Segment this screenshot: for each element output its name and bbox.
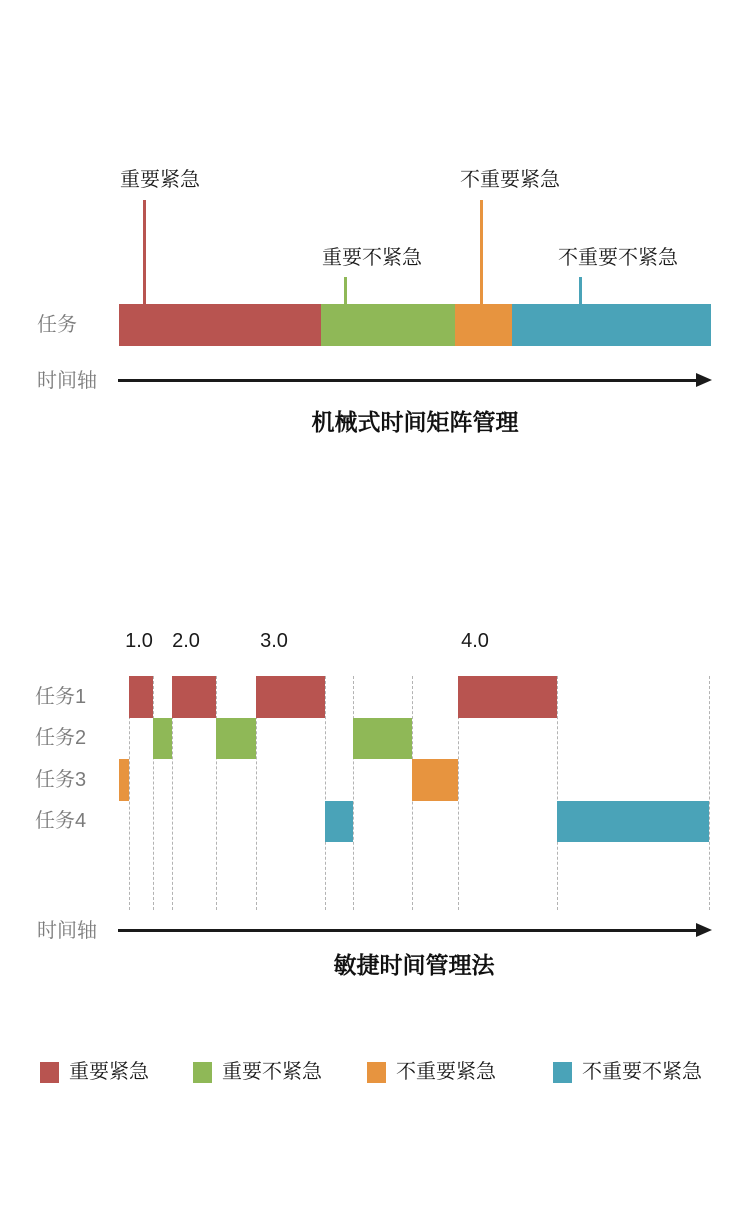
matrix-segment-important_not_urgent	[321, 304, 455, 346]
matrix-callout-label-3: 不重要不紧急	[558, 247, 678, 269]
top-timeline-axis-label: 时间轴	[37, 370, 97, 392]
legend-item-1	[193, 1060, 322, 1084]
gantt-bar-important_urgent	[458, 676, 557, 718]
legend-label-2: 不重要紧急	[396, 1061, 496, 1083]
matrix-callout-label-0: 重要紧急	[120, 169, 200, 191]
legend-item-0	[40, 1060, 149, 1084]
matrix-callout-label-1: 重要不紧急	[322, 247, 422, 269]
gantt-bar-important_not_urgent	[353, 718, 412, 760]
bottom-timeline-arrowhead-icon	[696, 923, 712, 937]
agile-row-label-2: 任务2	[35, 727, 87, 750]
legend-swatch-not_important_not_urgent	[553, 1062, 572, 1083]
matrix-callout-label-2: 不重要紧急	[460, 169, 560, 191]
matrix-callout-line-1	[344, 277, 347, 304]
sprint-label-4.0: 4.0	[461, 630, 489, 652]
gantt-bar-important_urgent	[256, 676, 325, 718]
gantt-bar-important_not_urgent	[153, 718, 172, 760]
matrix-segment-important_urgent	[119, 304, 321, 346]
gridline-1	[153, 676, 154, 910]
sprint-label-2.0: 2.0	[172, 630, 200, 652]
legend-swatch-important_not_urgent	[193, 1062, 212, 1083]
top-timeline-axis-line	[118, 379, 696, 382]
matrix-segment-not_important_urgent	[455, 304, 512, 346]
legend-swatch-important_urgent	[40, 1062, 59, 1083]
matrix-callout-line-2	[480, 200, 483, 304]
agile-chart-title: 敏捷时间管理法	[333, 952, 495, 978]
bottom-timeline-axis-line	[118, 929, 696, 932]
gantt-bar-important_not_urgent	[216, 718, 256, 760]
gantt-bar-not_important_not_urgent	[557, 801, 709, 843]
sprint-label-3.0: 3.0	[260, 630, 288, 652]
matrix-segment-not_important_not_urgent	[512, 304, 711, 346]
gridline-3	[216, 676, 217, 910]
gantt-bar-not_important_urgent	[412, 759, 458, 801]
top-timeline-arrowhead-icon	[696, 373, 712, 387]
legend-swatch-not_important_urgent	[367, 1062, 386, 1083]
matrix-chart-title: 机械式时间矩阵管理	[311, 409, 519, 435]
gantt-bar-important_urgent	[129, 676, 153, 718]
agile-row-label-3: 任务3	[35, 768, 87, 791]
gridline-9	[557, 676, 558, 910]
gantt-bar-not_important_not_urgent	[325, 801, 353, 843]
agile-row-label-4: 任务4	[35, 810, 87, 833]
matrix-stacked-bar	[119, 304, 711, 346]
gantt-bar-important_urgent	[172, 676, 216, 718]
legend-item-2	[367, 1060, 496, 1084]
gantt-bar-not_important_urgent	[119, 759, 129, 801]
sprint-label-1.0: 1.0	[125, 630, 153, 652]
gridline-10	[709, 676, 710, 910]
legend-label-3: 不重要不紧急	[582, 1061, 702, 1083]
gridline-6	[353, 676, 354, 910]
matrix-callout-line-3	[579, 277, 582, 304]
matrix-callout-line-0	[143, 200, 146, 304]
legend-item-3	[553, 1060, 702, 1084]
matrix-row-label: 任务	[37, 314, 77, 336]
legend-label-0: 重要紧急	[69, 1061, 149, 1083]
bottom-timeline-axis-label: 时间轴	[37, 920, 97, 942]
agile-row-label-1: 任务1	[35, 685, 87, 708]
legend-label-1: 重要不紧急	[222, 1061, 322, 1083]
gridline-5	[325, 676, 326, 910]
